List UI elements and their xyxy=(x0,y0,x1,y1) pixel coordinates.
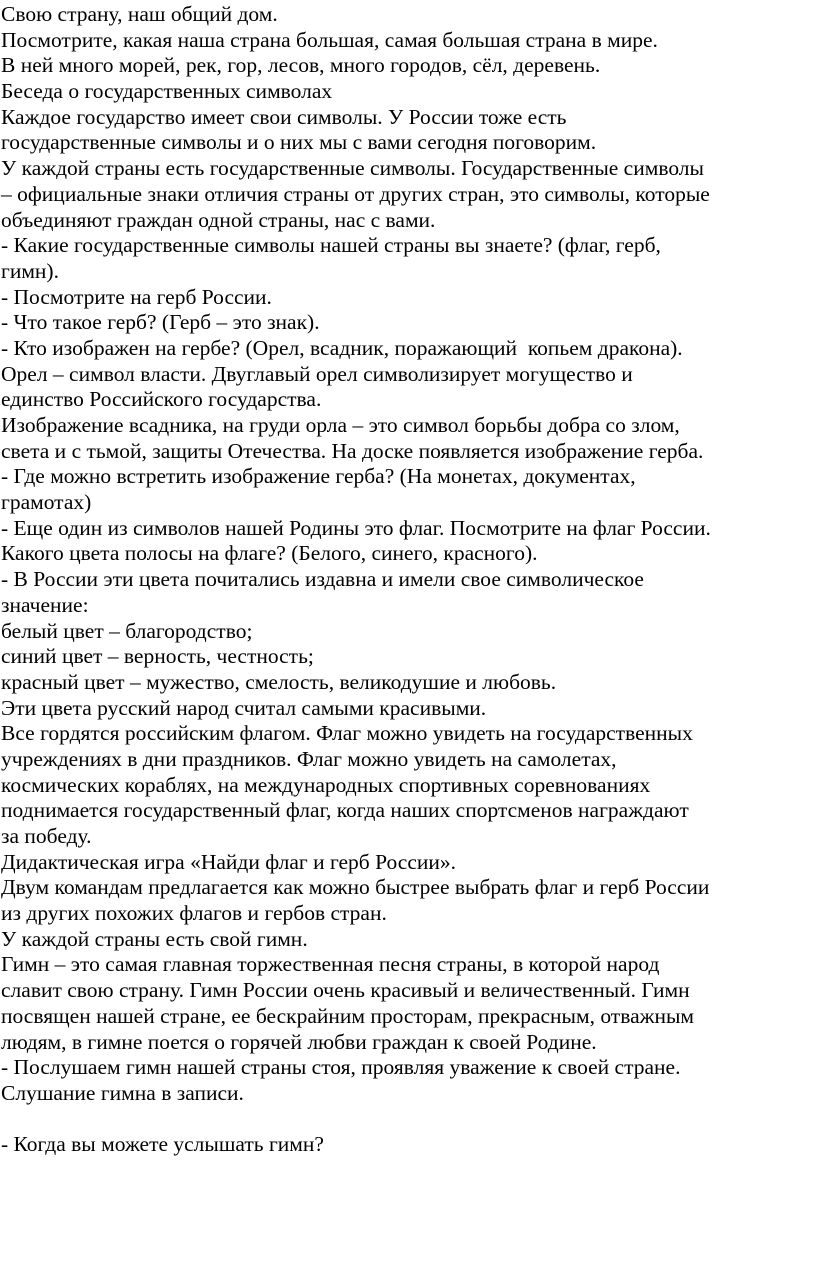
text-line: Дидактическая игра «Найди флаг и герб России». xyxy=(1,849,457,874)
text-line: гимн). xyxy=(1,258,59,283)
text-line: посвящен нашей стране, ее бескрайним просторам, прекрасным, отважным xyxy=(1,1003,695,1028)
text-line: - Что такое герб? (Герб – это знак). xyxy=(1,310,320,335)
text-line: Гимн – это самая главная торжественная песня страны, в которой народ xyxy=(1,952,660,977)
text-line: людям, в гимне поется о горячей любви граждан к своей Родине. xyxy=(1,1029,597,1054)
text-line: Орел – символ власти. Двуглавый орел символизирует могущество и xyxy=(1,361,633,386)
text-line: единство Российского государства. xyxy=(1,387,322,412)
blank-line xyxy=(1,1107,816,1133)
text-line: У каждой страны есть свой гимн. xyxy=(1,926,308,951)
text-line: света и с тьмой, защиты Отечества. На доске появляется изображение герба. xyxy=(1,438,704,463)
text-line: Все гордятся российским флагом. Флаг можно увидеть на государственных xyxy=(1,721,693,746)
text-line: - Посмотрите на герб России. xyxy=(1,284,272,309)
text-line: Посмотрите, какая наша страна большая, самая большая страна в мире. xyxy=(1,27,658,52)
text-line: славит свою страну. Гимн России очень красивый и величественный. Гимн xyxy=(1,978,690,1003)
text-line: Беседа о государственных символах xyxy=(1,79,333,104)
text-line: значение: xyxy=(1,592,89,617)
text-line: объединяют граждан одной страны, нас с вами. xyxy=(1,207,436,232)
text-line: - В России эти цвета почитались издавна и имели свое символическое xyxy=(1,567,644,592)
text-line: Слушание гимна в записи. xyxy=(1,1080,244,1105)
text-line: грамотах) xyxy=(1,490,92,515)
text-line: белый цвет – благородство; xyxy=(1,618,253,643)
text-line: учреждениях в дни праздников. Флаг можно увидеть на самолетах, xyxy=(1,746,617,771)
text-line: синий цвет – верность, честность; xyxy=(1,644,314,669)
text-line: В ней много морей, рек, гор, лесов, много городов, сёл, деревень. xyxy=(1,53,601,78)
text-line: Изображение всадника, на груди орла – это символ борьбы добра со злом, xyxy=(1,413,680,437)
text-line: - Когда вы можете услышать гимн? xyxy=(1,1132,324,1157)
text-line: - Еще один из символов нашей Родины это флаг. Посмотрите на флаг России. xyxy=(1,515,711,540)
text-line: Какого цвета полосы на флаге? (Белого, синего, красного). xyxy=(1,541,538,566)
text-line: – официальные знаки отличия страны от других стран, это символы, которые xyxy=(1,181,710,206)
text-line: Эти цвета русский народ считал самыми красивыми. xyxy=(1,695,487,720)
text-line: за победу. xyxy=(1,824,92,848)
text-line: - Где можно встретить изображение герба? (На монетах, документах, xyxy=(1,464,636,489)
text-line: космических кораблях, на международных спортивных соревнованиях xyxy=(1,772,651,797)
text-line: красный цвет – мужество, смелость, великодушие и любовь. xyxy=(1,669,557,694)
text-line: - Какие государственные символы нашей страны вы знаете? (флаг, герб, xyxy=(1,233,661,258)
text-line: - Послушаем гимн нашей страны стоя, проявляя уважение к своей стране. xyxy=(1,1055,681,1080)
text-line: из других похожих флагов и гербов стран. xyxy=(1,901,387,926)
text-line: Свою страну, наш общий дом. xyxy=(1,2,278,26)
text-line: Каждое государство имеет свои символы. У России тоже есть xyxy=(1,104,567,129)
text-line: - Кто изображен на гербе? (Орел, всадник, поражающий копьем дракона). xyxy=(1,335,683,360)
text-line: государственные символы и о них мы с вами сегодня поговорим. xyxy=(1,130,597,155)
text-line: Двум командам предлагается как можно быстрее выбрать флаг и герб России xyxy=(1,875,710,900)
text-line: поднимается государственный флаг, когда наших спортсменов награждают xyxy=(1,798,689,823)
text-line: У каждой страны есть государственные символы. Государственные символы xyxy=(1,156,704,181)
